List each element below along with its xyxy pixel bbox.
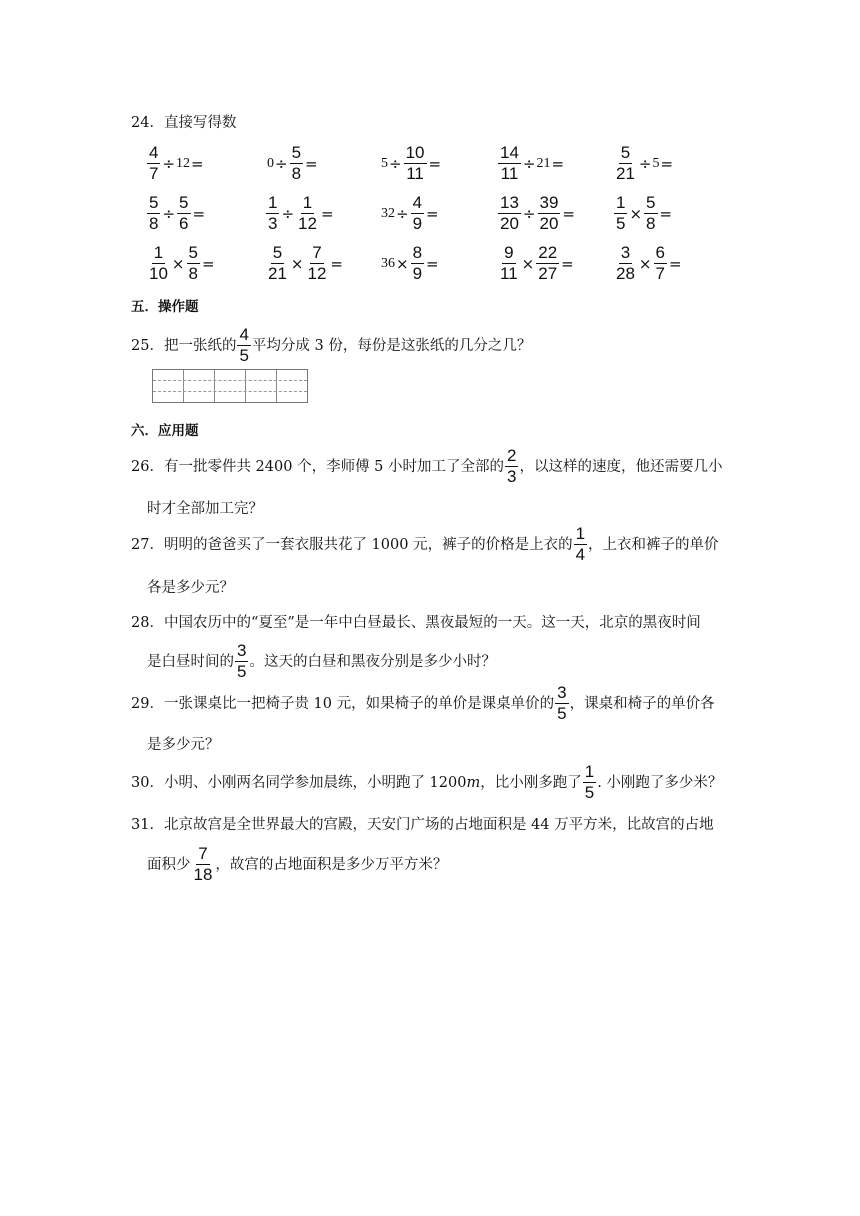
fraction: $\frac{4}{7}$ xyxy=(149,143,159,183)
q24-r2-c2: $\frac{1}{3}$ ÷ $\frac{1}{12}$ = xyxy=(268,193,334,233)
fraction: $\frac{8}{9}$ xyxy=(412,243,423,283)
q24-r1-c1: $\frac{4}{7}$ ÷ 12 = xyxy=(149,143,204,183)
fraction: $\frac{5}{8}$ xyxy=(188,243,198,283)
q26-line2: 时才全部加工完？ xyxy=(147,501,263,517)
q24-r3-c2: $\frac{5}{21}$ × $\frac{7}{12}$ = xyxy=(268,243,343,283)
paper-grid-diagram xyxy=(152,369,308,403)
fraction: $\frac{5}{21}$ xyxy=(268,243,287,283)
q24-r1-c2: 0 ÷ $\frac{5}{8}$ = xyxy=(267,143,318,183)
q27-line1: 27．明明的爸爸买了一套衣服共花了 1000 元，裤子的价格是上衣的 $\frac{1}{4}$ ，上衣和裤子的单价 xyxy=(131,524,719,564)
fraction: $\frac{1}{12}$ xyxy=(298,193,317,233)
fraction: $\frac{4}{5}$ xyxy=(239,325,249,365)
fraction: $\frac{5}{8}$ xyxy=(149,193,159,233)
q24-r3-c5: $\frac{3}{28}$ × $\frac{6}{7}$ = xyxy=(616,243,682,283)
fraction: $\frac{39}{20}$ xyxy=(539,193,559,233)
fraction: $\frac{1}{5}$ xyxy=(584,762,595,802)
fraction: $\frac{5}{8}$ xyxy=(646,193,656,233)
q31-line2: 面积少 $\frac{7}{18}$ ，故宫的占地面积是多少万平方米？ xyxy=(147,844,448,884)
q24-r1-c5: $\frac{5}{21}$ ÷ 5 = xyxy=(616,143,674,183)
section-6-title: 六．应用题 xyxy=(131,423,199,439)
fraction: $\frac{22}{27}$ xyxy=(538,243,558,283)
section-5-title: 五．操作题 xyxy=(131,299,199,315)
fraction: $\frac{14}{11}$ xyxy=(500,143,519,183)
fraction: $\frac{5}{6}$ xyxy=(179,193,189,233)
fraction: $\frac{9}{11}$ xyxy=(500,243,518,283)
q30: 30．小明、小刚两名同学参加晨练，小明跑了 1200 m ，比小刚多跑了 $\frac{1}{5}$ . 小刚跑了多少米？ xyxy=(131,762,723,802)
q29-line2: 是多少元？ xyxy=(147,737,220,753)
q28-line2: 是白昼时间的 $\frac{3}{5}$ 。这天的白昼和黑夜分别是多少小时？ xyxy=(147,641,496,681)
fraction: $\frac{6}{7}$ xyxy=(655,243,665,283)
fraction: $\frac{1}{3}$ xyxy=(268,193,278,233)
fraction: $\frac{2}{3}$ xyxy=(507,446,517,486)
fraction: $\frac{4}{9}$ xyxy=(412,193,423,233)
fraction: $\frac{1}{4}$ xyxy=(575,524,586,564)
q24-r2-c5: $\frac{1}{5}$ × $\frac{5}{8}$ = xyxy=(616,193,673,233)
fraction: $\frac{7}{12}$ xyxy=(307,243,327,283)
q24-r3-c3: 36 × $\frac{8}{9}$ = xyxy=(381,243,439,283)
q24-r2-c1: $\frac{5}{8}$ ÷ $\frac{5}{6}$ = xyxy=(149,193,206,233)
fraction: $\frac{3}{5}$ xyxy=(557,683,567,723)
q25: 25．把一张纸的 $\frac{4}{5}$ 平均分成 3 份，每份是这张纸的几分之几？ xyxy=(131,325,532,365)
q24-r1-c4: $\frac{14}{11}$ ÷ 21 = xyxy=(500,143,565,183)
q24-r2-c4: $\frac{13}{20}$ ÷ $\frac{39}{20}$ = xyxy=(500,193,575,233)
fraction: $\frac{5}{8}$ xyxy=(291,143,302,183)
fraction: $\frac{3}{5}$ xyxy=(237,641,247,681)
fraction: $\frac{10}{11}$ xyxy=(405,143,425,183)
fraction: $\frac{13}{20}$ xyxy=(500,193,519,233)
q24-r2-c3: 32 ÷ $\frac{4}{9}$ = xyxy=(381,193,439,233)
q31-line1: 31．北京故宫是全世界最大的宫殿，天安门广场的占地面积是 44 万平方米，比故宫的占地 xyxy=(131,817,714,833)
fraction: $\frac{7}{18}$ xyxy=(193,844,213,884)
q24-r3-c4: $\frac{9}{11}$ × $\frac{22}{27}$ = xyxy=(500,243,574,283)
q24-r1-c3: 5 ÷ $\frac{10}{11}$ = xyxy=(381,143,442,183)
fraction: $\frac{1}{10}$ xyxy=(149,243,168,283)
q27-line2: 各是多少元？ xyxy=(147,580,234,596)
q28-line1: 28．中国农历中的“夏至”是一年中白昼最长、黑夜最短的一天。这一天，北京的黑夜时间 xyxy=(131,615,701,631)
q26-line1: 26．有一批零件共 2400 个，李师傅 5 小时加工了全部的 $\frac{2}{3}$ ，以这样的速度，他还需要几小 xyxy=(131,446,723,486)
fraction: $\frac{3}{28}$ xyxy=(616,243,635,283)
q24-r3-c1: $\frac{1}{10}$ × $\frac{5}{8}$ = xyxy=(149,243,215,283)
fraction: $\frac{5}{21}$ xyxy=(616,143,635,183)
fraction: $\frac{1}{5}$ xyxy=(616,193,626,233)
q29-line1: 29．一张课桌比一把椅子贵 10 元，如果椅子的单价是课桌单价的 $\frac{3}{5}$ ，课桌和椅子的单价各 xyxy=(131,683,715,723)
q24-label: 24．直接写得数 xyxy=(131,115,237,131)
